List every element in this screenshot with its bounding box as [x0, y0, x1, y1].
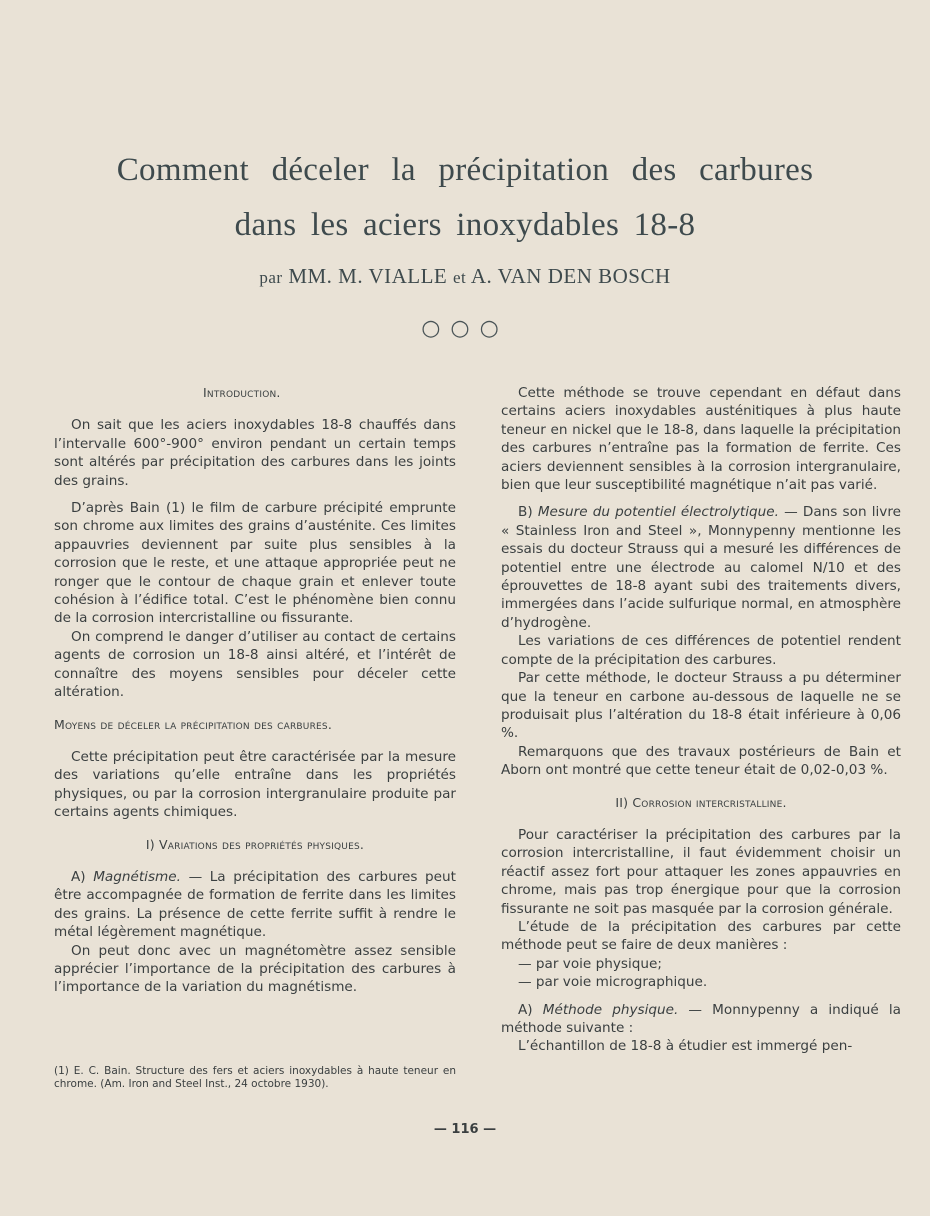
- right-column: [501, 384, 901, 1056]
- paragraph: Cette méthode se trouve cependant en défaut dans certains aciers inoxydables austénitiques à plus haute teneur en nickel que le 18-8, dans laquelle la précipitation des carbures n’entraîne pas la formation de ferrite. Ces aciers deviennent sensibles à la corrosion intergranulaire, bien que leur susceptibilité magnétique n’ait pas varié.: [501, 385, 901, 494]
- paragraph: [501, 1001, 901, 1038]
- paragraph-lead: B): [518, 504, 538, 521]
- page-number: — 116 —: [433, 1122, 497, 1137]
- section-heading-moyens: Moyens de déceler la précipitation des carbures.: [54, 716, 333, 732]
- paragraph: Pour caractériser la précipitation des carbures par la corrosion intercristalline, il faut évidemment choisir un réactif assez fort pour attaquer les zones appauvries en chrome, mais pas trop énergique pour que la corrosion fissurante ne soit pas masquée par la corrosion générale.: [501, 826, 901, 917]
- paragraph: On comprend le danger d’utiliser au contact de certains agents de corrosion un 18-8 ainsi altéré, et l’intérêt de connaître des moyens sensibles pour déceler cette altération.: [54, 628, 456, 701]
- author-1: MM. M. VIALLE: [288, 264, 448, 288]
- paragraph-lead: A): [71, 868, 94, 885]
- list-item: — par voie micrographique.: [518, 974, 708, 991]
- paragraph: L’échantillon de 18-8 à étudier est immergé pen-: [518, 1038, 853, 1055]
- subsection-heading-corrosion: II) Corrosion intercristalline.: [615, 794, 787, 810]
- paragraph-lead: A): [518, 1001, 543, 1018]
- article-title-line-1: Comment déceler la précipitation des carbures: [116, 152, 814, 188]
- paragraph-rest: — La précipitation des carbures peut être accompagnée de formation de ferrite dans les limites des grains. La présence de cette ferrite suffit à rendre le métal légèrement magnétique.: [54, 868, 456, 941]
- byline: [0, 264, 930, 289]
- ornament: ○○○: [421, 316, 509, 341]
- paragraph: Par cette méthode, le docteur Strauss a pu déterminer que la teneur en carbone au-dessous de laquelle ne se produisait plus l’altération du 18-8 était inférieure à 0,06 %.: [501, 670, 901, 742]
- paragraph-emphasis: Magnétisme.: [93, 868, 181, 885]
- paragraph: On sait que les aciers inoxydables 18-8 chauffés dans l’intervalle 600°-900° environ pendant un certain temps sont altérés par précipitation des carbures dans les joints des grains.: [54, 417, 456, 489]
- paragraph: L’étude de la précipitation des carbures par cette méthode peut se faire de deux manières :: [501, 918, 901, 954]
- paragraph: [54, 868, 456, 942]
- paragraph-emphasis: Méthode physique.: [542, 1001, 679, 1018]
- subsection-heading-variations: I) Variations des propriétés physiques.: [145, 836, 365, 852]
- paragraph: Cette précipitation peut être caractérisée par la mesure des variations qu’elle entraîne dans les propriétés physiques, ou par la corrosion intergranulaire produite par certains agents chimiques.: [54, 748, 456, 821]
- paragraph: Les variations de ces différences de potentiel rendent compte de la précipitation des carbures.: [501, 633, 901, 668]
- left-column: [54, 384, 456, 997]
- author-2: A. VAN DEN BOSCH: [470, 264, 671, 288]
- paragraph-emphasis: Mesure du potentiel électrolytique.: [537, 504, 779, 521]
- paragraph: Remarquons que des travaux postérieurs de Bain et Aborn ont montré que cette teneur était de 0,02-0,03 %.: [501, 743, 901, 779]
- paragraph: On peut donc avec un magnétomètre assez sensible apprécier l’importance de la précipitation des carbures à l’importance de la variation du magnétisme.: [54, 942, 456, 996]
- section-heading-introduction: Introduction.: [203, 385, 281, 400]
- paragraph-rest: — Monnypenny a indiqué la méthode suivante :: [501, 1001, 901, 1036]
- article-title-line-2: dans les aciers inoxydables 18-8: [234, 207, 696, 243]
- footnote: (1) E. C. Bain. Structure des fers et aciers inoxydables à haute teneur en chrome. (Am. Iron and Steel Inst., 24 octobre 1930).: [54, 1065, 456, 1090]
- paragraph-rest: — Dans son livre « Stainless Iron and Steel », Monnypenny mentionne les essais du docteur Strauss qui a mesuré les différences de potentiel entre une électrode au calomel N/10 et des éprouvettes de 18-8 ayant subi des traitements divers, immergées dans l’acide sulfurique normal, en atmosphère d’hydrogène.: [501, 504, 901, 631]
- byline-par: par: [259, 268, 283, 287]
- paragraph: D’après Bain (1) le film de carbure précipité emprunte son chrome aux limites des grains d’austénite. Ces limites appauvries deviennent par suite plus sensibles à la corrosion que le reste, et une attaque appropriée peut ne ronger que le contour de chaque grain et enlever toute cohésion à l’édifice total. C’est le phénomène bien connu de la corrosion intercristalline ou fissurante.: [54, 500, 456, 627]
- list-item: — par voie physique;: [518, 955, 662, 972]
- paragraph: [501, 503, 901, 632]
- byline-et: et: [453, 268, 467, 287]
